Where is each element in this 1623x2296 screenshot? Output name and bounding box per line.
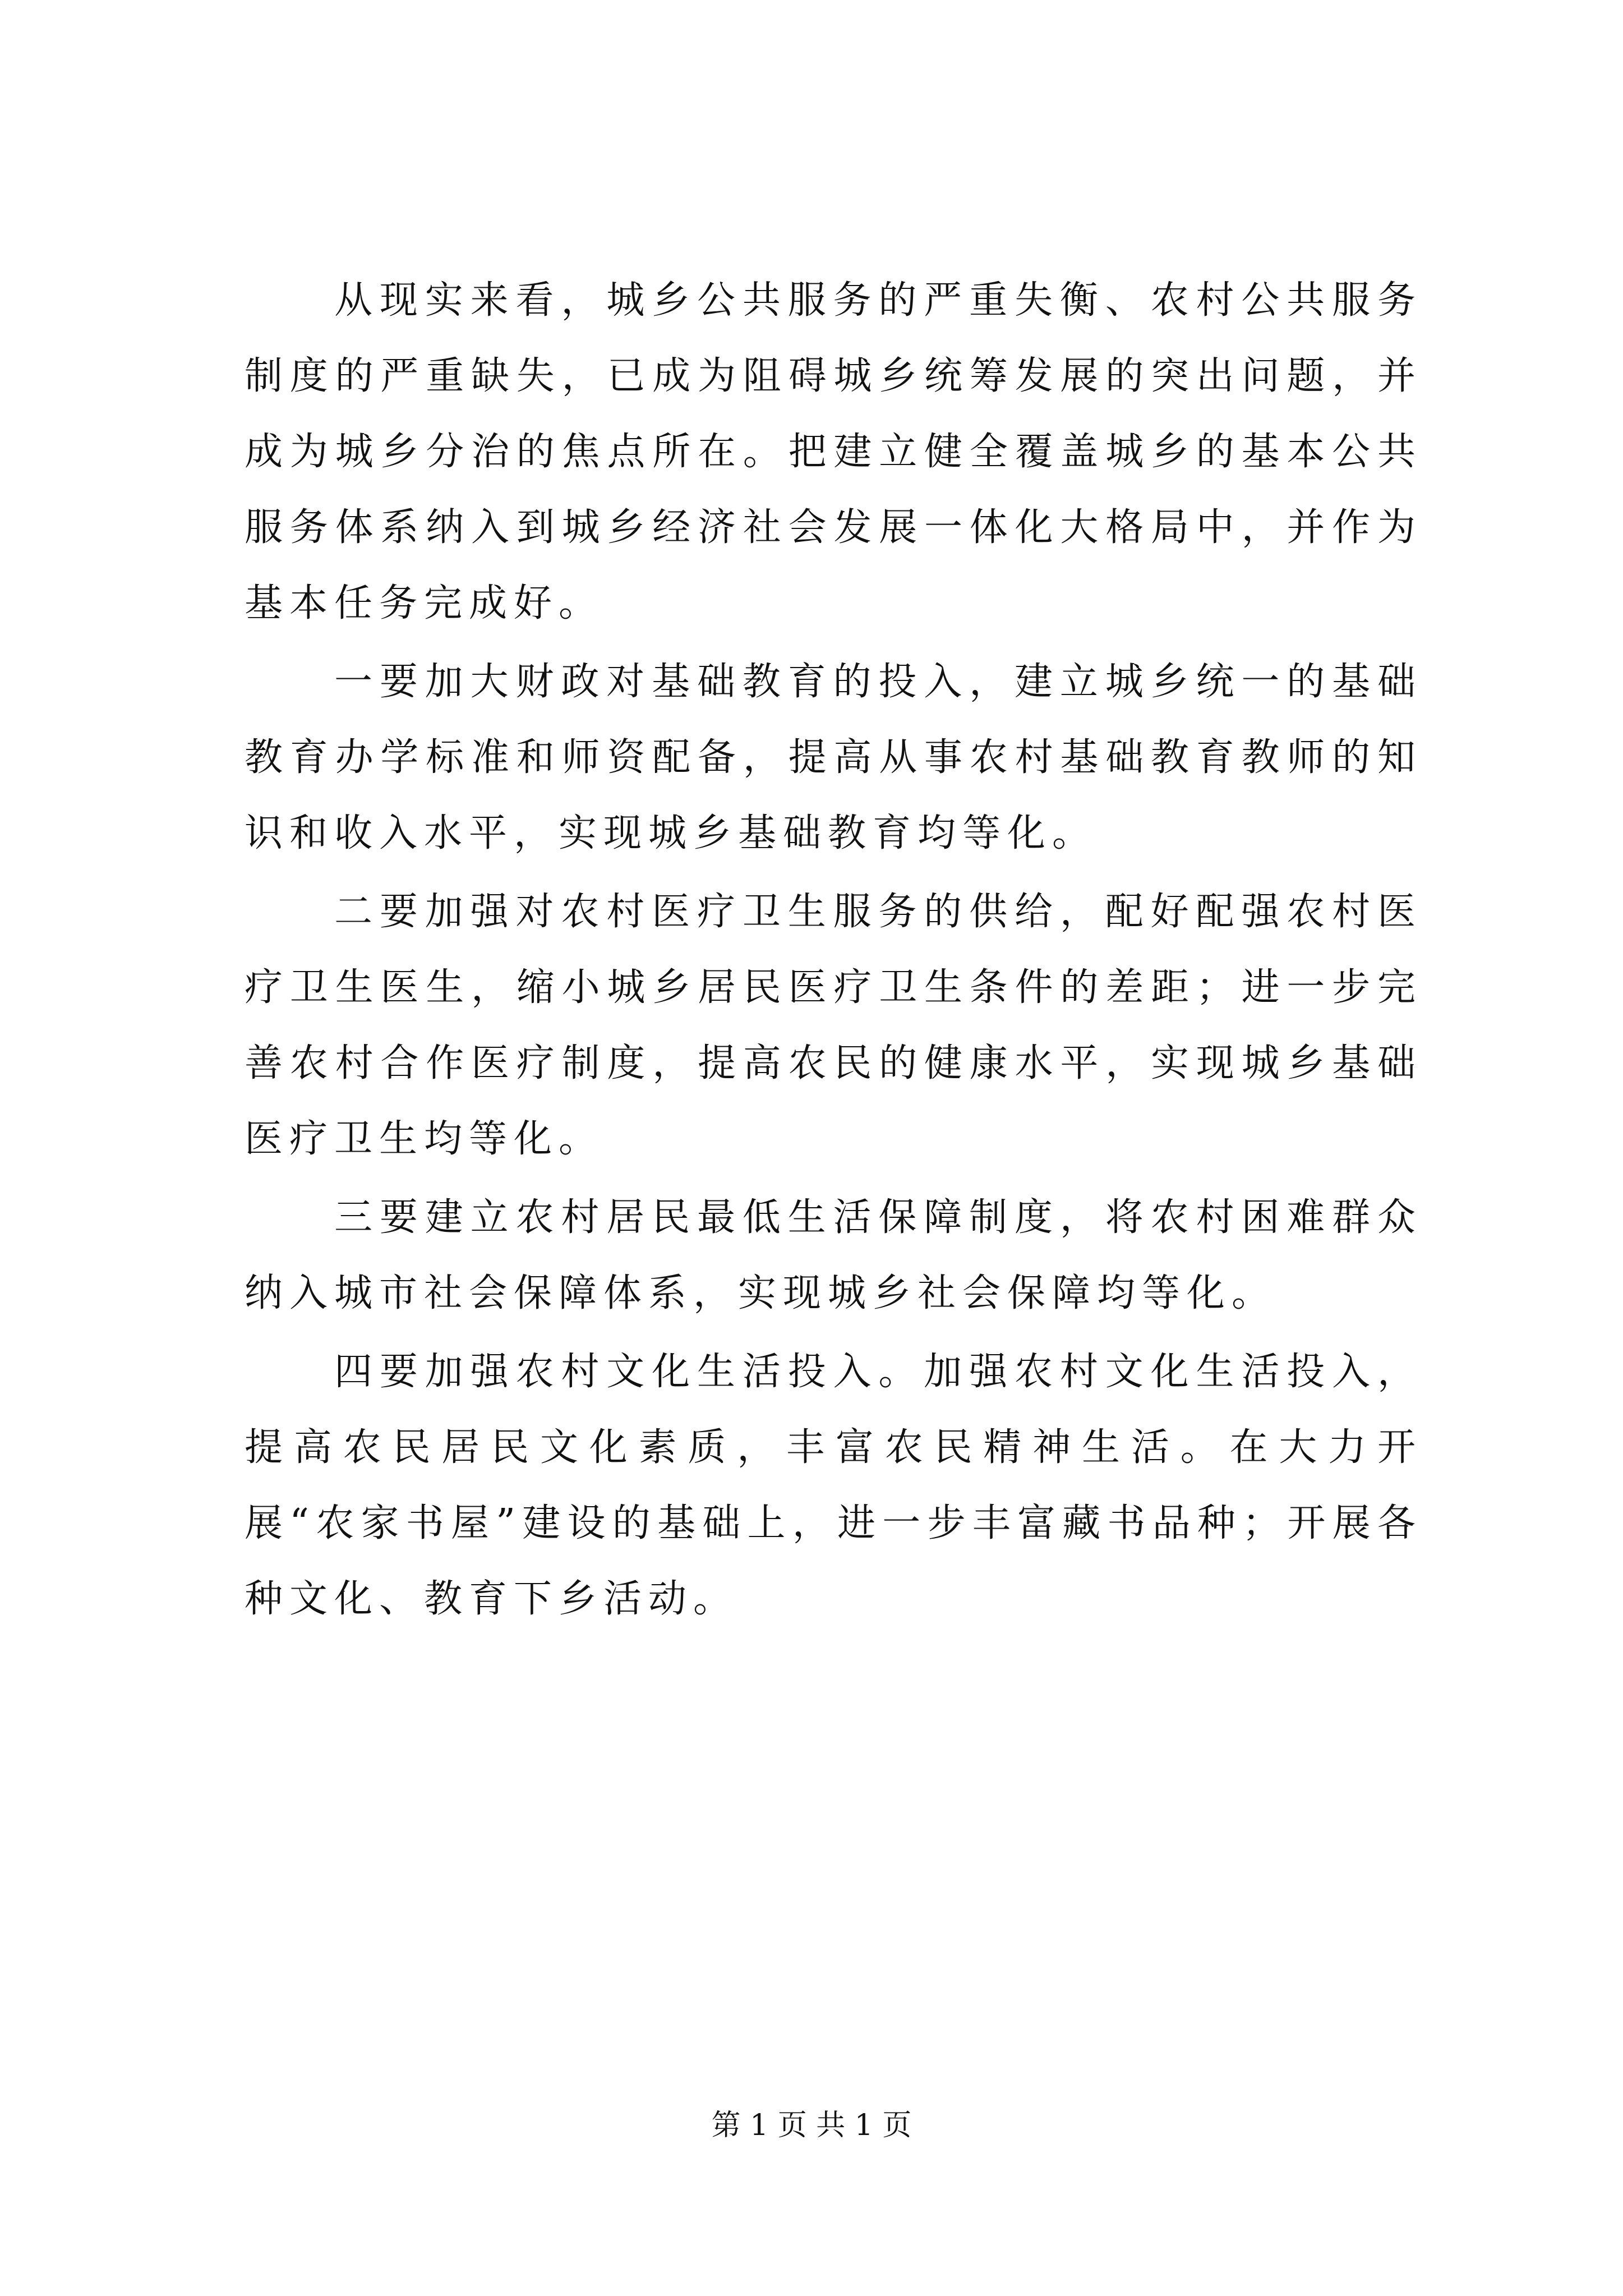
- paragraph-healthcare: 二要加强对农村医疗卫生服务的供给，配好配强农村医疗卫生医生，缩小城乡居民医疗卫生条件的差距；进一步完善农村合作医疗制度，提高农民的健康水平，实现城乡基础医疗卫生均等化。: [245, 890, 1422, 1161]
- page-number-footer: 第 1 页 共 1 页: [711, 2109, 912, 2142]
- paragraph-culture: 四要加强农村文化生活投入。加强农村文化生活投入，提高农民居民文化素质，丰富农民精神生活。在大力开展“农家书屋”建设的基础上，进一步丰富藏书品种；开展各种文化、教育下乡活动。: [245, 1350, 1422, 1621]
- paragraph-intro: 从现实来看，城乡公共服务的严重失衡、农村公共服务制度的严重缺失，已成为阻碍城乡统筹发展的突出问题，并成为城乡分治的焦点所在。把建立健全覆盖城乡的基本公共服务体系纳入到城乡经济社会发展一体化大格局中，并作为基本任务完成好。: [245, 278, 1422, 625]
- paragraph-social-security: 三要建立农村居民最低生活保障制度，将农村困难群众纳入城市社会保障体系，实现城乡社会保障均等化。: [245, 1195, 1422, 1315]
- document-body: [245, 263, 1422, 1637]
- paragraph-education: 一要加大财政对基础教育的投入，建立城乡统一的基础教育办学标准和师资配备，提高从事农村基础教育教师的知识和收入水平，实现城乡基础教育均等化。: [245, 660, 1422, 855]
